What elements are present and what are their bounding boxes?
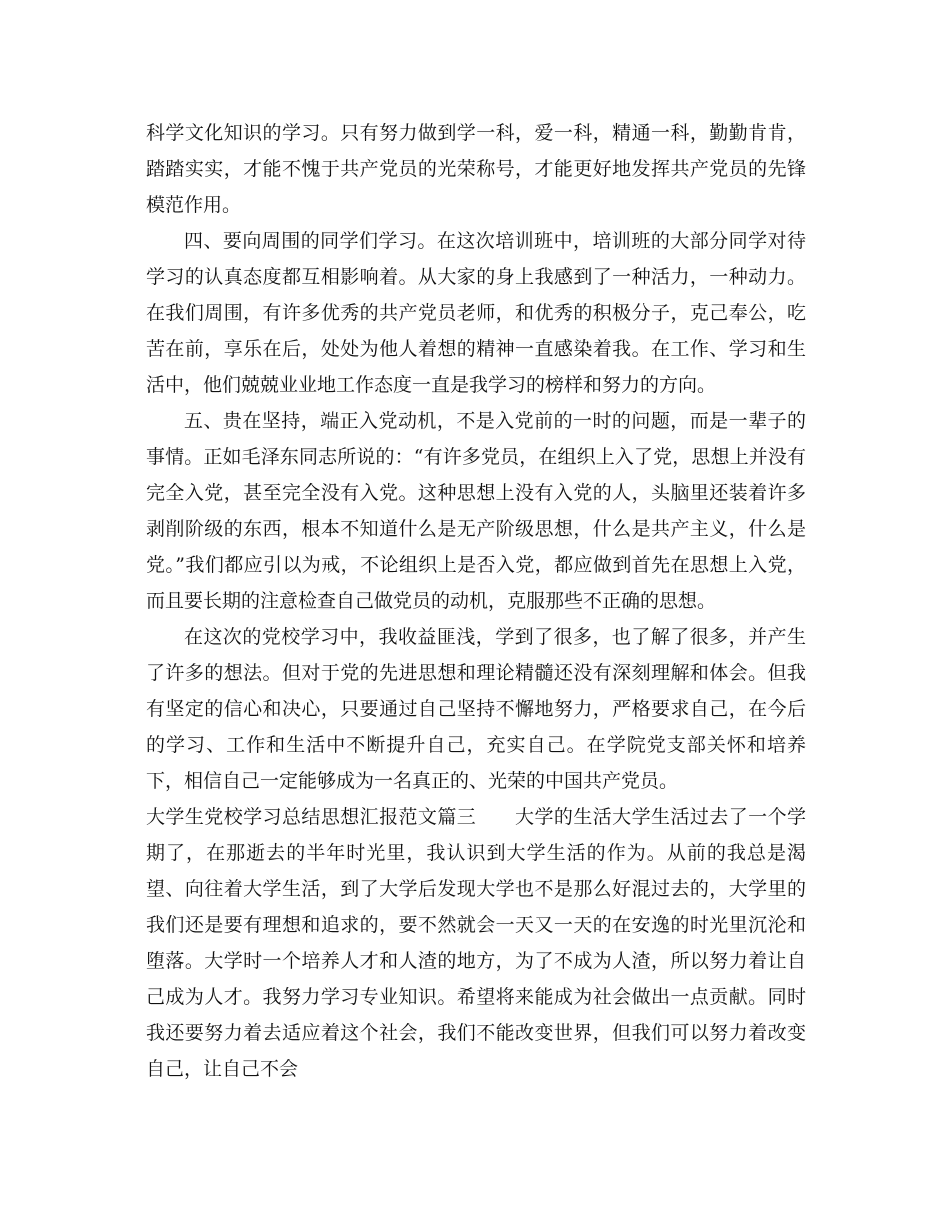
paragraph-point-four: 四、要向周围的同学们学习。在这次培训班中，培训班的大部分同学对待学习的认真态度都互相影响着。从大家的身上我感到了一种活力，一种动力。在我们周围，有许多优秀的共产党员老师，和优秀的积极分子，克己奉公，吃苦在前，享乐在后，处处为他人着想的精神一直感染着我。在工作、学习和生活中，他们兢兢业业地工作态度一直是我学习的榜样和努力的方向。: [146, 230, 806, 396]
paragraph-conclusion: 在这次的党校学习中，我收益匪浅，学到了很多，也了解了很多，并产生了许多的想法。但对于党的先进思想和理论精髓还没有深刻理解和体会。但我有坚定的信心和决心，只要通过自己坚持不懈地努力，严格要求自己，在今后的学习、工作和生活中不断提升自己，充实自己。在学院党支部关怀和培养下，相信自己一定能够成为一名真正的、光荣的中国共产党员。: [146, 626, 806, 792]
document-body: [146, 115, 806, 1087]
paragraph-continuation: 科学文化知识的学习。只有努力做到学一科，爱一科，精通一科，勤勤肯肯，踏踏实实，才能不愧于共产党员的光荣称号，才能更好地发挥共产党员的先锋模范作用。: [146, 122, 806, 216]
paragraph-article-three: 大学生党校学习总结思想汇报范文篇三 大学的生活大学生活过去了一个学期了，在那逝去的半年时光里，我认识到大学生活的作为。从前的我总是渴望、向往着大学生活，到了大学后发现大学也不是那么好混过去的，大学里的我们还是要有理想和追求的，要不然就会一天又一天的在安逸的时光里沉沦和堕落。大学时一个培养人才和人渣的地方，为了不成为人渣，所以努力着让自己成为人才。我努力学习专业知识。希望将来能成为社会做出一点贡献。同时我还要努力着去适应着这个社会，我们不能改变世界，但我们可以努力着改变自己，让自己不会: [146, 806, 806, 1080]
paragraph-point-five: 五、贵在坚持，端正入党动机，不是入党前的一时的问题，而是一辈子的事情。正如毛泽东同志所说的：“有许多党员，在组织上入了党，思想上并没有完全入党，甚至完全没有入党。这种思想上没有入党的人，头脑里还装着许多剥削阶级的东西，根本不知道什么是无产阶级思想，什么是共产主义，什么是党。”我们都应引以为戒，不论组织上是否入党，都应做到首先在思想上入党，而且要长期的注意检查自己做党员的动机，克服那些不正确的思想。: [146, 410, 806, 612]
